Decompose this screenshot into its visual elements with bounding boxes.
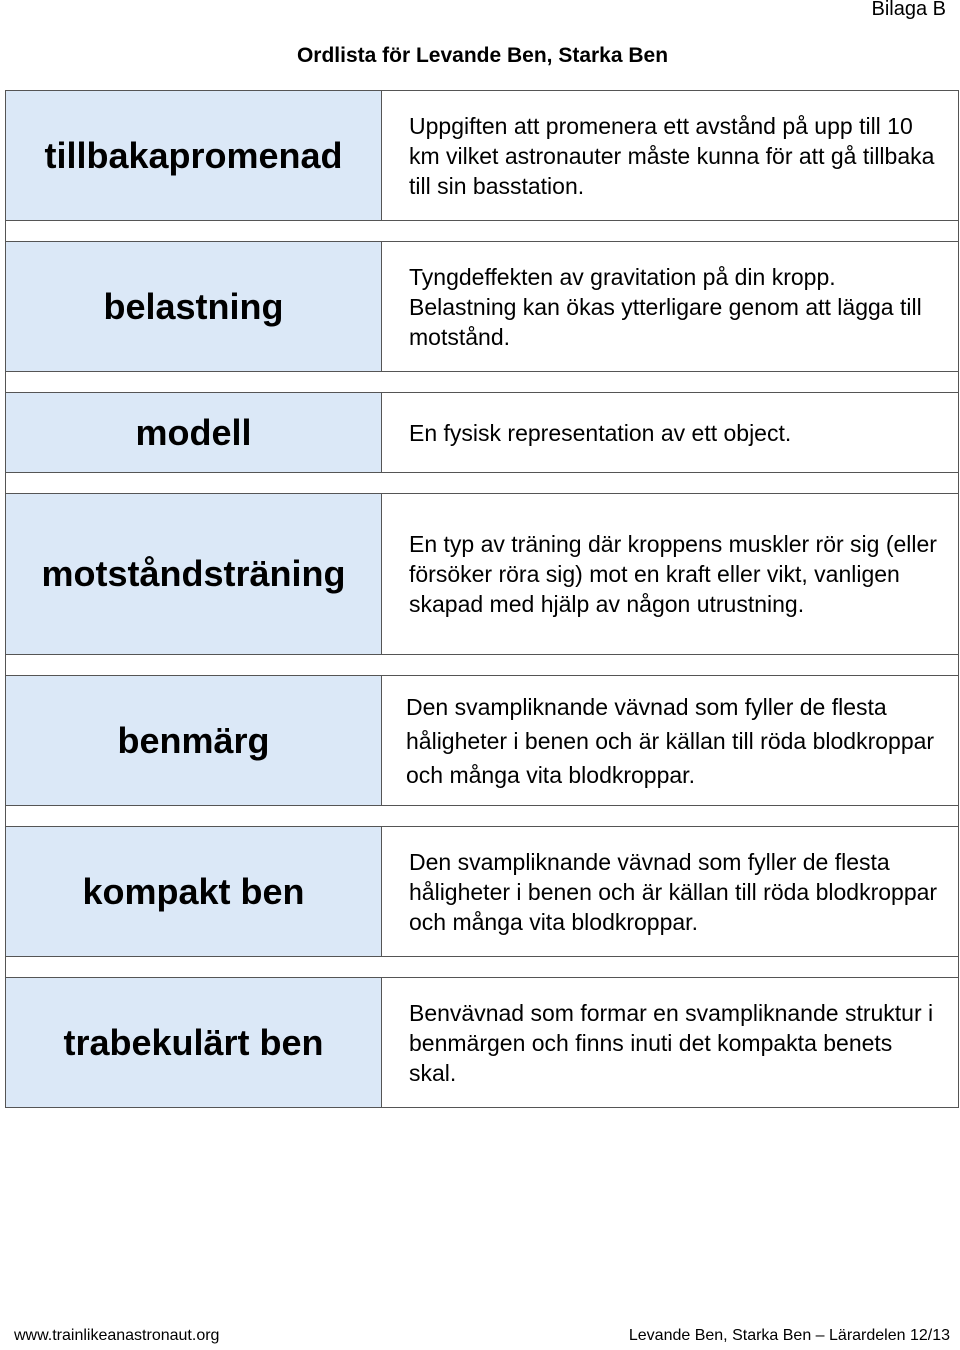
glossary-table (5, 90, 959, 1108)
glossary-term: trabekulärt ben (6, 978, 382, 1107)
glossary-term: belastning (6, 242, 382, 371)
glossary-row (5, 826, 959, 957)
glossary-definition: Tyngdeffekten av gravitation på din kropp. Belastning kan ökas ytterligare genom att lägga till motstånd. (409, 263, 922, 350)
glossary-definition: En typ av träning där kroppens muskler rör sig (eller försöker röra sig) mot en kraft eller vikt, vanligen skapad med hjälp av någon utrustning. (409, 531, 937, 617)
glossary-definition: Den svampliknande vävnad som fyller de flesta håligheter i benen och är källan till röda blodkroppar och många vita blodkroppar. (409, 848, 938, 935)
glossary-row (5, 675, 959, 806)
row-spacer (5, 957, 959, 977)
row-spacer (5, 806, 959, 826)
glossary-row (5, 392, 959, 473)
row-spacer (5, 473, 959, 493)
footer-document-reference: Levande Ben, Starka Ben – Lärardelen 12/13 (628, 1327, 950, 1344)
row-spacer (5, 655, 959, 675)
glossary-row (5, 493, 959, 655)
glossary-term: tillbakapromenad (6, 91, 382, 220)
page-title: Ordlista för Levande Ben, Starka Ben (296, 44, 669, 67)
glossary-term: benmärg (6, 676, 382, 805)
glossary-term: kompakt ben (6, 827, 382, 956)
glossary-row (5, 90, 959, 221)
glossary-definition: En fysisk representation av ett object. (409, 419, 792, 446)
appendix-label: Bilaga B (871, 0, 946, 20)
glossary-term: motståndsträning (6, 494, 382, 654)
glossary-definition: Benvävnad som formar en svampliknande struktur i benmärgen och finns inuti det kompakta benets skal. (409, 999, 934, 1086)
row-spacer (5, 372, 959, 392)
footer-website: www.trainlikeanastronaut.org (14, 1327, 220, 1344)
glossary-term: modell (6, 393, 382, 472)
glossary-definition: Uppgiften att promenera ett avstånd på upp till 10 km vilket astronauter måste kunna för att gå tillbaka till sin basstation. (409, 112, 935, 199)
row-spacer (5, 221, 959, 241)
glossary-definition: Den svampliknande vävnad som fyller de flesta håligheter i benen och är källan till röda blodkroppar och många vita blodkroppar. (406, 693, 935, 788)
glossary-row (5, 241, 959, 372)
glossary-row (5, 977, 959, 1108)
